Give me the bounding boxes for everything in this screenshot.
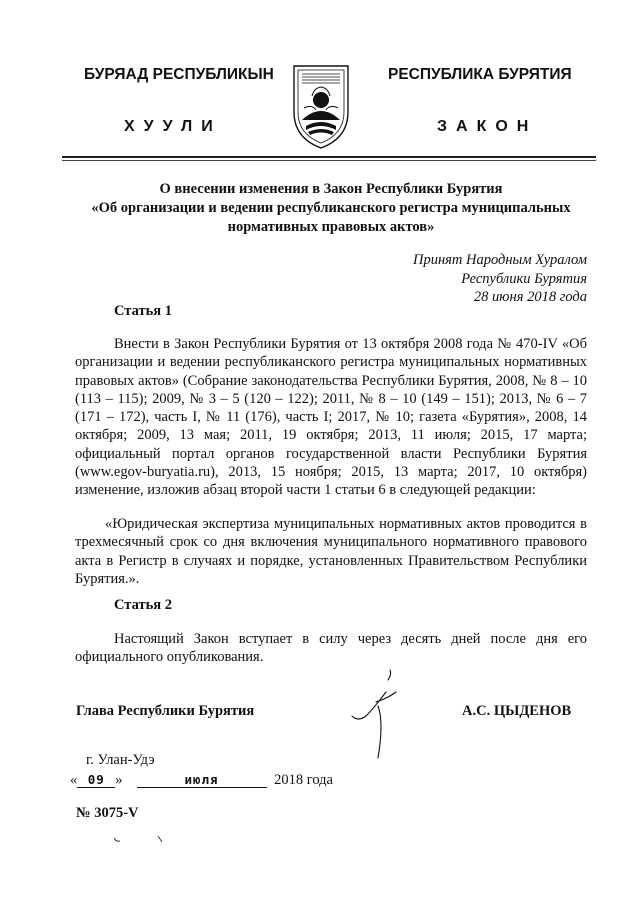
article-1-paragraph: Внести в Закон Республики Бурятия от 13 октября 2008 года № 470-IV «Об организации и ведении республиканского регистра муниципальных нормативных правовых актов» (Собрание законодательства Республики Бурятия, 2008, № 8 – 10 (113 – 115); 2009, № 3 – 5 (120 – 122); 2011, № 8 – 10 (149 – 151); 2013, № 6 – 7 (171 – 172), часть I, № 11 (176), часть I; 2017, № 10; газета «Бурятия», 2008, 14 октября; 2009, 13 мая; 2011, 19 октября; 2013, 11 июля; 2015, 17 марта; официальный портал органов государственной власти Республики Бурятия (www.egov-buryatia.ru), 2013, 15 ноября; 2015, 13 марта; 2017, 10 октября) изменение, изложив абзац второй части 1 статьи 6 в следующей редакции: <box>75 336 587 499</box>
date-open-quote: « <box>70 772 78 788</box>
law-title-line-1: О внесении изменения в Закон Республики Бурятия <box>159 181 503 197</box>
date-month-field: июля <box>137 772 267 788</box>
law-title <box>70 180 592 237</box>
article-2-paragraph: Настоящий Закон вступает в силу через десять дней после дня его официального опубликования. <box>75 631 587 666</box>
date-close-quote: » <box>115 772 123 788</box>
adoption-note <box>360 251 587 307</box>
header-right-name: РЕСПУБЛИКА БУРЯТИЯ <box>388 66 572 83</box>
header-right-doc-type: ЗАКОН <box>437 118 538 135</box>
article-2-heading: Статья 2 <box>114 597 172 613</box>
header-left-doc-type: ХУУЛИ <box>124 118 222 135</box>
adoption-note-line-1: Принят Народным Хуралом <box>412 252 587 268</box>
handwritten-signature <box>338 662 418 772</box>
adoption-note-line-2: Республики Бурятия <box>461 270 587 287</box>
article-1-heading: Статья 1 <box>114 303 172 319</box>
signer-name: А.С. ЦЫДЕНОВ <box>462 703 572 719</box>
header-left-name: БУРЯАД РЕСПУБЛИКЫН <box>84 66 274 83</box>
signer-position: Глава Республики Бурятия <box>76 703 255 719</box>
signing-date <box>70 772 333 789</box>
law-number: № 3075-V <box>76 805 139 821</box>
date-year: 2018 года <box>274 772 333 788</box>
signing-place: г. Улан-Удэ <box>86 752 155 768</box>
adoption-date: 28 июня 2018 года <box>473 289 587 305</box>
header-divider-thin <box>62 160 596 161</box>
date-day-field: 09 <box>77 772 115 788</box>
law-title-line-2: «Об организации и ведении республиканского регистра муниципальных <box>91 200 571 216</box>
header-divider-thick <box>62 156 596 158</box>
coat-of-arms-emblem <box>288 60 354 152</box>
stray-marks <box>110 832 170 852</box>
article-1-quote: «Юридическая экспертиза муниципальных нормативных актов проводится в трехмесячный срок со дня включения муниципального нормативного правового акта в Регистр в случаях и порядке, установленных Правительством Республики Бурятия.». <box>75 516 587 587</box>
law-title-line-3: нормативных правовых актов» <box>227 219 435 235</box>
